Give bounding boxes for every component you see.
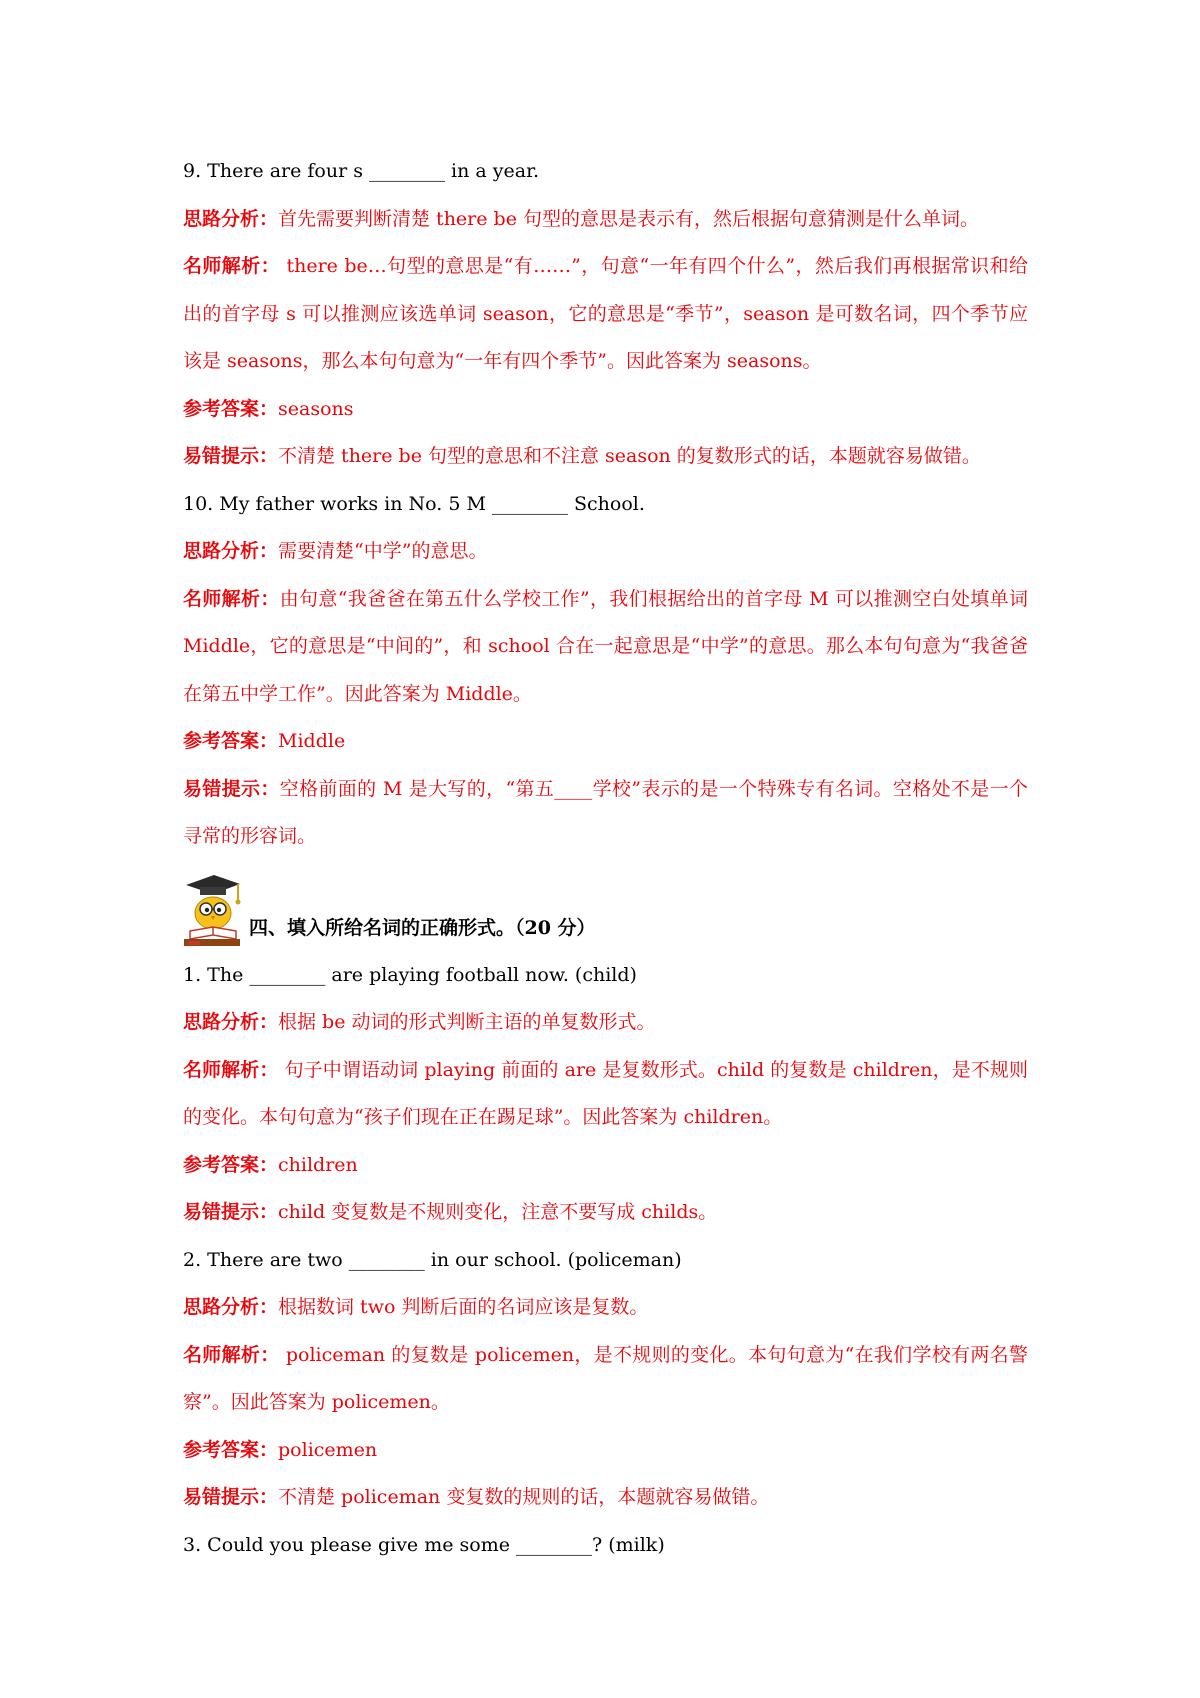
analysis-label: 思路分析： <box>183 1296 279 1318</box>
analysis-1 <box>183 999 1028 1047</box>
analysis-label: 思路分析： <box>183 1011 279 1033</box>
analysis-text: 需要清楚“中学”的意思。 <box>278 540 488 562</box>
explain-label: 名师解析： <box>183 255 281 277</box>
owl-scholar-icon <box>180 869 242 947</box>
analysis-text: 根据 be 动词的形式判断主语的单复数形式。 <box>278 1011 656 1033</box>
explain-1 <box>183 1047 1028 1142</box>
explain-label: 名师解析： <box>183 1058 279 1081</box>
explain-label: 名师解析： <box>183 1343 280 1366</box>
analysis-label: 思路分析： <box>183 540 279 562</box>
explain-9 <box>183 243 1028 386</box>
answer-label: 参考答案： <box>183 397 279 420</box>
question-3: 3. Could you please give me some ________? (milk) <box>183 1533 665 1556</box>
question-9: 9. There are four s ________ in a year. <box>183 160 540 182</box>
answer-text: Middle <box>278 730 346 752</box>
explain-text: 句子中谓语动词 playing 前面的 are 是复数形式。child 的复数是 children，是不规则的变化。本句句意为“孩子们现在正在踢足球”。因此答案为 children。 <box>183 1058 1028 1128</box>
answer-1 <box>183 1142 1028 1190</box>
tip-label: 易错提示： <box>183 777 280 800</box>
explain-2 <box>183 1332 1028 1427</box>
explain-text: policeman 的复数是 policemen，是不规则的变化。本句句意为“在我们学校有两名警察”。因此答案为 policemen。 <box>183 1343 1028 1413</box>
answer-9 <box>183 386 1028 434</box>
question-10: 10. My father works in No. 5 M ________ School. <box>183 492 645 515</box>
tip-label: 易错提示： <box>183 1201 279 1223</box>
tip-label: 易错提示： <box>183 1486 279 1508</box>
tip-text: 不清楚 there be 句型的意思和不注意 season 的复数形式的话，本题就容易做错。 <box>278 445 981 467</box>
tip-text: 空格前面的 M 是大写的，“第五____学校”表示的是一个特殊专有名词。空格处不是一个寻常的形容词。 <box>183 777 1028 847</box>
answer-label: 参考答案： <box>183 730 279 752</box>
analysis-text: 首先需要判断清楚 there be 句型的意思是表示有，然后根据句意猜测是什么单词。 <box>278 207 979 230</box>
tip-10 <box>183 766 1028 861</box>
answer-text: policemen <box>278 1438 378 1461</box>
explain-10 <box>183 576 1028 719</box>
section-title: 四、填入所给名词的正确形式。（20 分） <box>249 916 596 939</box>
explain-text: 由句意“我爸爸在第五什么学校工作”，我们根据给出的首字母 M 可以推测空白处填单词 Middle，它的意思是“中间的”，和 school 合在一起意思是“中学”的意思。那么本句句意为“我爸爸在第五中学工作”。因此答案为 Middle。 <box>183 587 1028 705</box>
tip-1 <box>183 1189 1028 1237</box>
analysis-text: 根据数词 two 判断后面的名词应该是复数。 <box>278 1296 649 1318</box>
answer-text: children <box>278 1153 358 1176</box>
answer-2 <box>183 1427 1028 1475</box>
analysis-2 <box>183 1284 1028 1332</box>
section-header <box>183 869 1028 952</box>
tip-2 <box>183 1474 1028 1522</box>
answer-10 <box>183 718 1028 766</box>
answer-label: 参考答案： <box>183 1153 279 1176</box>
question-1: 1. The ________ are playing football now. (child) <box>183 963 637 986</box>
analysis-9 <box>183 196 1028 244</box>
explain-text: there be…句型的意思是“有……”，句意“一年有四个什么”，然后我们再根据常识和给出的首字母 s 可以推测应该选单词 season，它的意思是“季节”，season 是可数名词，四个季节应该是 seasons，那么本句句意为“一年有四个季节”。因此答案为 seasons。 <box>183 255 1028 372</box>
tip-label: 易错提示： <box>183 445 279 467</box>
answer-text: seasons <box>278 397 354 420</box>
content-area <box>183 148 1028 1569</box>
explain-label: 名师解析： <box>183 587 280 610</box>
tip-text: child 变复数是不规则变化，注意不要写成 childs。 <box>278 1201 718 1223</box>
tip-9 <box>183 433 1028 481</box>
analysis-label: 思路分析： <box>183 207 279 230</box>
answer-label: 参考答案： <box>183 1438 279 1461</box>
tip-text: 不清楚 policeman 变复数的规则的话，本题就容易做错。 <box>278 1486 770 1508</box>
question-2: 2. There are two ________ in our school. (policeman) <box>183 1248 682 1271</box>
analysis-10 <box>183 528 1028 576</box>
